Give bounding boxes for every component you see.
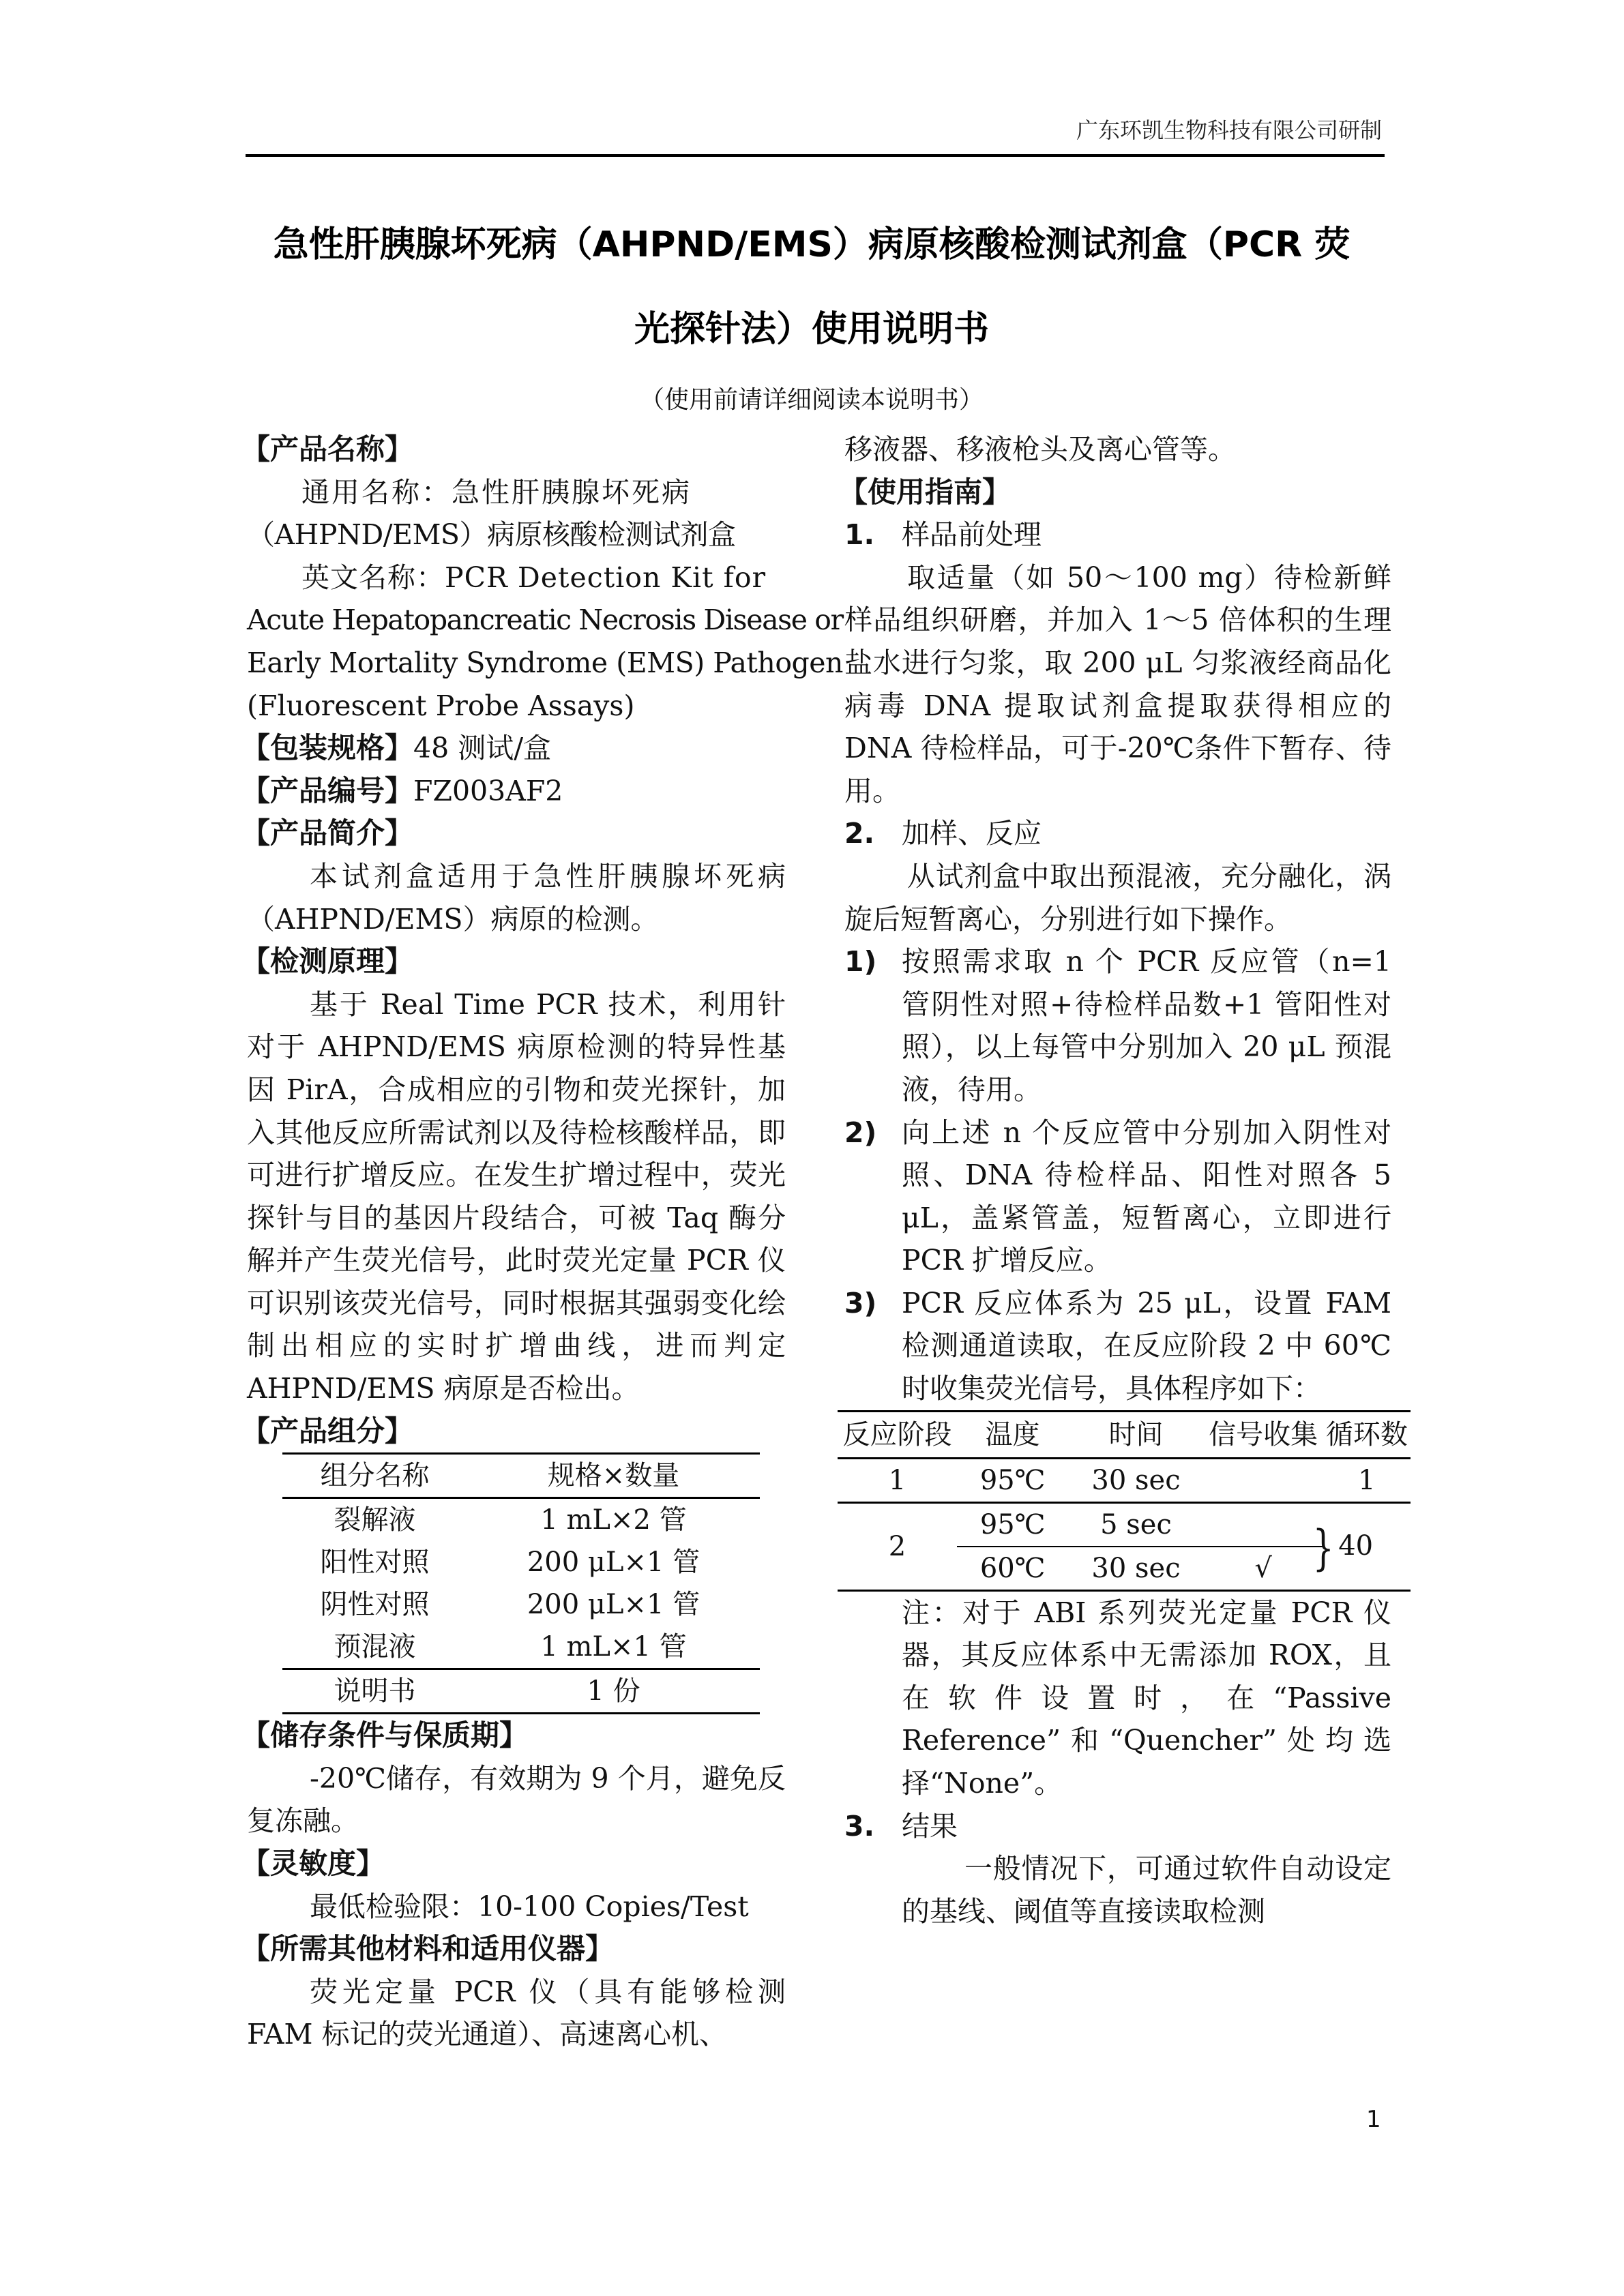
pcr-program-table xyxy=(838,1410,1411,1592)
components-header-spec: 规格×数量 xyxy=(467,1454,760,1498)
section-heading-product-name: 【产品名称】 xyxy=(241,432,414,466)
component-name: 预混液 xyxy=(334,1631,416,1663)
substep-2 xyxy=(844,1112,1391,1282)
principle-text: 基于 Real Time PCR 技术，利用针对于 AHPND/EMS 病原检测的特异性基因 PirA，合成相应的引物和荧光探针，加入其他反应所需试剂以及待检核酸样品，即可进行扩增反应。在发生扩增过程中，荧光探针与目的基因片段结合，可被 Taq 酶分解并产生荧光信号，此时荧光定量 PCR 仪可识别该荧光信号，同时根据其强弱变化绘制出相应的实时扩增曲线，进而判定 AHPND/EMS 病原是否检出。 xyxy=(247,987,786,1405)
component-spec: 1 mL×2 管 xyxy=(540,1504,687,1536)
component-spec: 200 μL×1 管 xyxy=(527,1589,700,1621)
table-row xyxy=(282,1541,760,1583)
program-header-stage: 反应阶段 xyxy=(838,1411,957,1458)
component-name: 阳性对照 xyxy=(320,1547,430,1579)
program-signal xyxy=(1204,1502,1323,1547)
program-stage: 1 xyxy=(838,1458,957,1502)
package-spec-value: 48 测试/盒 xyxy=(413,732,552,765)
program-cycles: 40 xyxy=(1338,1530,1374,1562)
intro-text: 本试剂盒适用于急性肝胰腺坏死病（AHPND/EMS）病原的检测。 xyxy=(247,859,786,936)
substep-3-number: 3) xyxy=(844,1286,877,1320)
step-3-text: 一般情况下，可通过软件自动设定的基线、阈值等直接读取检测 xyxy=(902,1852,1391,1928)
program-cycles: 1 xyxy=(1323,1458,1411,1502)
sensitivity-text: 最低检验限：10-100 Copies/Test xyxy=(310,1890,749,1923)
section-heading-materials: 【所需其他材料和适用仪器】 xyxy=(241,1932,615,1966)
program-signal: √ xyxy=(1204,1547,1323,1591)
step-1-title: 样品前处理 xyxy=(902,518,1042,552)
program-temp: 60℃ xyxy=(957,1547,1068,1591)
substep-3 xyxy=(844,1282,1391,1410)
abi-note: 注：对于 ABI 系列荧光定量 PCR 仪器，其反应体系中无需添加 ROX，且在软件设置时，在“Passive Reference”和“Quencher”处均选择“None”。 xyxy=(902,1596,1391,1800)
left-column xyxy=(241,428,843,2056)
component-name: 裂解液 xyxy=(334,1504,416,1536)
right-column xyxy=(839,428,1408,1933)
program-header-time: 时间 xyxy=(1068,1411,1203,1458)
storage-text: -20℃储存，有效期为 9 个月，避免反复冻融。 xyxy=(247,1761,786,1838)
program-time: 30 sec xyxy=(1068,1458,1203,1502)
program-temp: 95℃ xyxy=(957,1458,1068,1502)
program-header-temp: 温度 xyxy=(957,1411,1068,1458)
english-name-line3: Early Mortality Syndrome (EMS) Pathogen xyxy=(247,646,843,679)
component-spec: 1 份 xyxy=(467,1669,760,1714)
component-name: 说明书 xyxy=(282,1669,467,1714)
substep-1 xyxy=(844,940,1391,1111)
document-title-line1: 急性肝胰腺坏死病（AHPND/EMS）病原核酸检测试剂盒（PCR 荧 xyxy=(273,224,1350,265)
english-name-line1: 英文名称：PCR Detection Kit for xyxy=(301,561,767,594)
english-name-line2: Acute Hepatopancreatic Necrosis Disease or xyxy=(247,603,843,637)
brace-icon: } xyxy=(1312,1519,1334,1576)
program-temp: 95℃ xyxy=(957,1502,1068,1547)
section-heading-sensitivity: 【灵敏度】 xyxy=(241,1847,385,1881)
substep-1-number: 1) xyxy=(844,945,877,979)
company-name: 广东环凯生物科技有限公司研制 xyxy=(1076,117,1382,143)
substep-2-text: 向上述 n 个反应管中分别加入阴性对照、DNA 待检样品、阳性对照各 5 μL，盖紧管盖，短暂离心，立即进行 PCR 扩增反应。 xyxy=(902,1116,1391,1277)
component-spec: 1 mL×1 管 xyxy=(540,1631,687,1663)
program-header-signal: 信号收集 xyxy=(1204,1411,1323,1458)
step-1-text: 取适量（如 50～100 mg）待检新鲜样品组织研磨，并加入 1～5 倍体积的生理盐水进行匀浆，取 200 μL 匀浆液经商品化病毒 DNA 提取试剂盒提取获得相应的 DNA 待检样品，可于-20℃条件下暂存、待用。 xyxy=(844,561,1391,807)
step-2-number: 2. xyxy=(844,817,875,850)
document-subtitle: （使用前请详细阅读本说明书） xyxy=(639,386,984,414)
common-name-line1: 通用名称：急性肝胰腺坏死病 xyxy=(301,475,692,509)
program-stage: 2 xyxy=(838,1502,957,1590)
product-code-row xyxy=(241,770,786,813)
english-name-line4: (Fluorescent Probe Assays) xyxy=(247,689,635,722)
step-3-title: 结果 xyxy=(902,1809,958,1843)
document-title-line2: 光探针法）使用说明书 xyxy=(634,309,989,350)
components-header-name: 组分名称 xyxy=(282,1454,467,1498)
substep-2-number: 2) xyxy=(844,1116,877,1149)
component-name: 阴性对照 xyxy=(320,1589,430,1621)
program-time: 30 sec xyxy=(1068,1547,1203,1591)
step-3-number: 3. xyxy=(844,1809,875,1843)
section-heading-principle: 【检测原理】 xyxy=(241,944,414,979)
table-row xyxy=(838,1502,1411,1547)
section-heading-guide: 【使用指南】 xyxy=(839,475,1012,509)
table-row xyxy=(838,1458,1411,1502)
section-heading-intro: 【产品简介】 xyxy=(241,816,414,850)
step-1-number: 1. xyxy=(844,518,875,552)
table-row xyxy=(282,1498,760,1542)
materials-text-continued: 移液器、移液枪头及离心管等。 xyxy=(844,433,1236,466)
table-row xyxy=(282,1669,760,1714)
section-heading-components: 【产品组分】 xyxy=(241,1414,414,1448)
step-3-heading xyxy=(844,1805,1391,1848)
component-spec: 200 μL×1 管 xyxy=(527,1547,700,1579)
page-header xyxy=(246,102,1385,157)
package-spec-row xyxy=(241,727,786,770)
section-heading-code: 【产品编号】 xyxy=(241,773,414,807)
step-2-title: 加样、反应 xyxy=(902,817,1042,850)
section-heading-package: 【包装规格】 xyxy=(241,731,414,765)
materials-text: 荧光定量 PCR 仪（具有能够检测 FAM 标记的荧光通道）、高速离心机、 xyxy=(247,1975,786,2051)
program-header-cycles: 循环数 xyxy=(1323,1411,1411,1458)
program-time: 5 sec xyxy=(1068,1502,1203,1547)
table-row xyxy=(282,1583,760,1626)
section-heading-storage: 【储存条件与保质期】 xyxy=(241,1718,529,1753)
page-number: 1 xyxy=(1366,2106,1381,2133)
step-2-text: 从试剂盒中取出预混液，充分融化，涡旋后短暂离心，分别进行如下操作。 xyxy=(844,859,1391,936)
product-code-value: FZ003AF2 xyxy=(413,774,563,807)
table-row xyxy=(282,1626,760,1669)
step-2-heading xyxy=(844,812,1391,855)
program-cycles-brace xyxy=(1312,1502,1411,1590)
program-signal xyxy=(1204,1458,1323,1502)
step-1-heading xyxy=(844,513,1391,556)
components-table xyxy=(282,1452,760,1714)
substep-1-text: 按照需求取 n 个 PCR 反应管（n=1 管阴性对照+待检样品数+1 管阳性对照），以上每管中分别加入 20 μL 预混液，待用。 xyxy=(902,945,1391,1106)
common-name-line2: （AHPND/EMS）病原核酸检测试剂盒 xyxy=(247,518,736,552)
substep-3-text: PCR 反应体系为 25 μL，设置 FAM 检测通道读取，在反应阶段 2 中 60℃时收集荧光信号，具体程序如下： xyxy=(902,1286,1391,1405)
